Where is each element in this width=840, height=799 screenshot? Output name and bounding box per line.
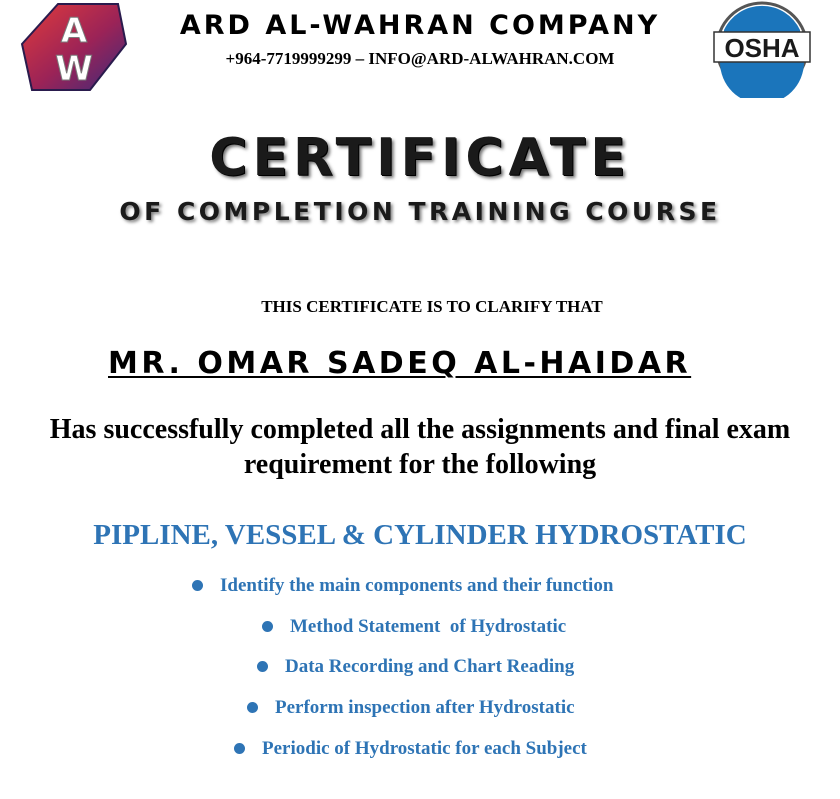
topic-item <box>192 575 613 597</box>
bullet-icon <box>247 702 258 713</box>
company-name: ARD AL-WAHRAN COMPANY <box>179 10 661 41</box>
company-contact: +964-7719999299 – INFO@ARD-ALWAHRAN.COM <box>225 49 615 68</box>
osha-logo-text: OSHA <box>724 33 800 63</box>
topic-label: Periodic of Hydrostatic for each Subject <box>262 738 587 759</box>
topic-item <box>234 738 587 760</box>
topic-item <box>257 656 574 678</box>
bullet-icon <box>192 580 203 591</box>
topic-label: Perform inspection after Hydrostatic <box>275 697 575 718</box>
recipient-name: MR. OMAR SADEQ AL-HAIDAR <box>108 346 692 381</box>
topic-label: Identify the main components and their function <box>220 575 614 596</box>
osha-logo <box>704 0 820 98</box>
topic-label: Data Recording and Chart Reading <box>285 656 575 677</box>
aw-company-logo <box>14 0 132 95</box>
clarify-statement: THIS CERTIFICATE IS TO CLARIFY THAT <box>261 297 603 316</box>
completion-text: Has successfully completed all the assignments and final exam requirement for the following <box>49 414 791 480</box>
bullet-icon <box>262 621 273 632</box>
topic-label: Method Statement of Hydrostatic <box>290 616 567 637</box>
topic-item <box>247 697 575 719</box>
svg-text:A: A <box>60 11 88 51</box>
certificate-subtitle: OF COMPLETION TRAINING COURSE <box>119 197 721 226</box>
svg-text:W: W <box>55 49 93 89</box>
bullet-icon <box>234 743 245 754</box>
course-title: PIPLINE, VESSEL & CYLINDER HYDROSTATIC <box>93 519 747 551</box>
certificate-title: CERTIFICATE <box>209 128 631 188</box>
topic-item <box>262 616 566 638</box>
bullet-icon <box>257 661 268 672</box>
